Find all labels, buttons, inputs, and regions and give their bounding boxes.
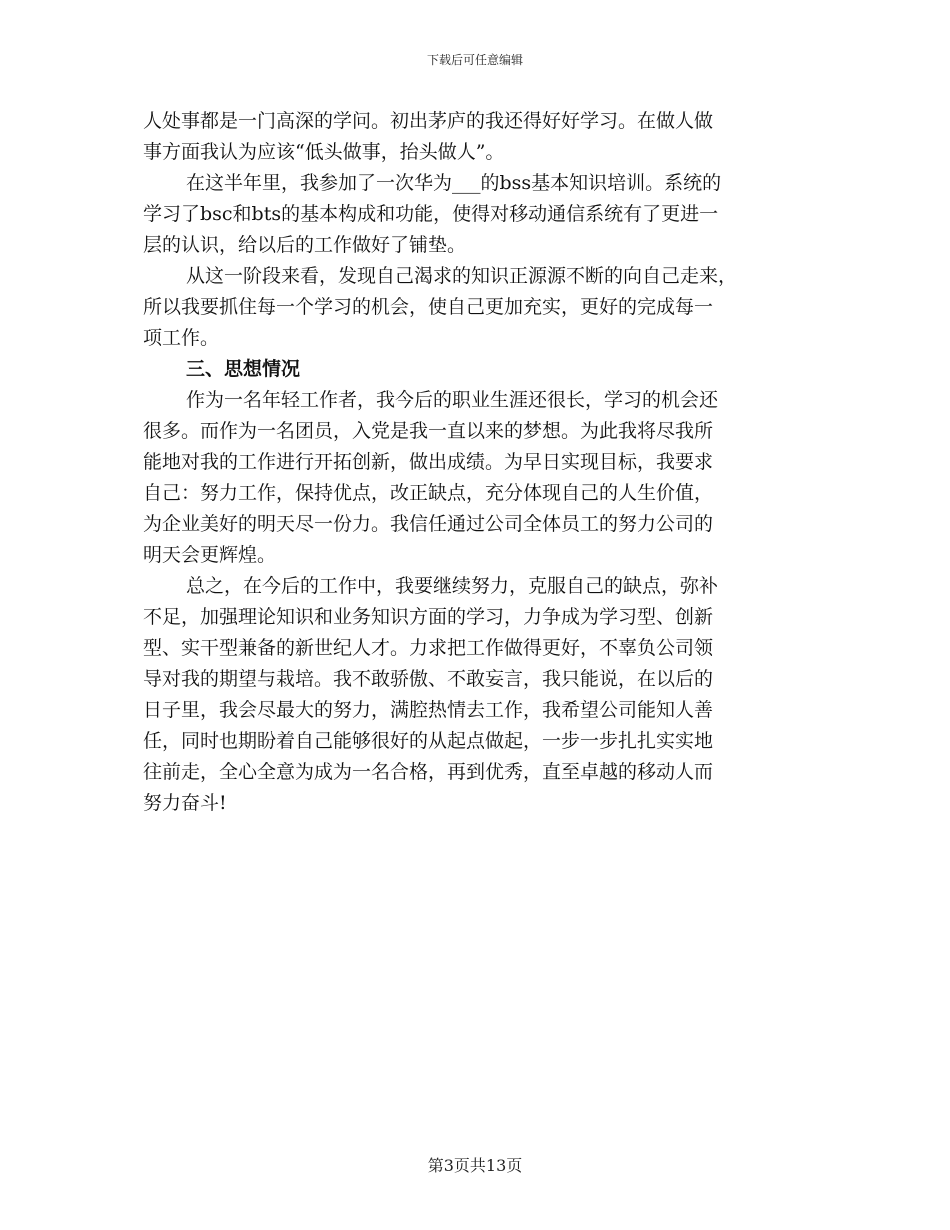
text-line: 层的认识，给以后的工作做好了铺垫。 xyxy=(143,234,467,256)
text-line: 任，同时也期盼着自己能够很好的从起点做起，一步一步扎扎实实地 xyxy=(143,730,714,752)
text-line: 型、实干型兼备的新世纪人才。力求把工作做得更好，不辜负公司领 xyxy=(143,637,714,659)
section-heading: 三、思想情况 xyxy=(186,358,301,380)
text-line: 自己：努力工作，保持优点，改正缺点，充分体现自己的人生价值， xyxy=(143,482,714,504)
document-body xyxy=(143,106,813,819)
text-line: 能地对我的工作进行开拓创新，做出成绩。为早日实现目标，我要求 xyxy=(143,451,714,473)
page-number-footer: 第3页共13页 xyxy=(427,1156,523,1175)
paragraph-start: 从这一阶段来看，发现自己渴求的知识正源源不断的向自己走来， xyxy=(186,265,738,287)
paragraph-start: 作为一名年轻工作者，我今后的职业生涯还很长，学习的机会还 xyxy=(186,389,719,411)
text-line: 努力奋斗! xyxy=(143,792,227,814)
text-line: 不足，加强理论知识和业务知识方面的学习，力争成为学习型、创新 xyxy=(143,606,714,628)
text-line: 很多。而作为一名团员，入党是我一直以来的梦想。为此我将尽我所 xyxy=(143,420,714,442)
text-line: 导对我的期望与栽培。我不敢骄傲、不敢妄言，我只能说，在以后的 xyxy=(143,668,714,690)
text-line: 所以我要抓住每一个学习的机会，使自己更加充实，更好的完成每一 xyxy=(143,296,714,318)
text-line: 往前走，全心全意为成为一名合格，再到优秀，直至卓越的移动人而 xyxy=(143,761,714,783)
page-header: 下载后可任意编辑 xyxy=(426,53,523,67)
text-line: 学习了bsc和bts的基本构成和功能，使得对移动通信系统有了更进一 xyxy=(143,203,719,225)
text-line: 明天会更辉煌。 xyxy=(143,544,277,566)
text-line: 人处事都是一门高深的学问。初出茅庐的我还得好好学习。在做人做 xyxy=(143,110,714,132)
text-line: 项工作。 xyxy=(143,327,220,349)
text-line: 事方面我认为应该“低头做事，抬头做人”。 xyxy=(143,141,505,163)
paragraph-start: 总之，在今后的工作中，我要继续努力，克服自己的缺点，弥补 xyxy=(186,575,719,597)
text-line: 日子里，我会尽最大的努力，满腔热情去工作，我希望公司能知人善 xyxy=(143,699,714,721)
text-line: 为企业美好的明天尽一份力。我信任通过公司全体员工的努力公司的 xyxy=(143,513,714,535)
paragraph-start: 在这半年里，我参加了一次华为___的bss基本知识培训。系统的 xyxy=(186,172,722,194)
